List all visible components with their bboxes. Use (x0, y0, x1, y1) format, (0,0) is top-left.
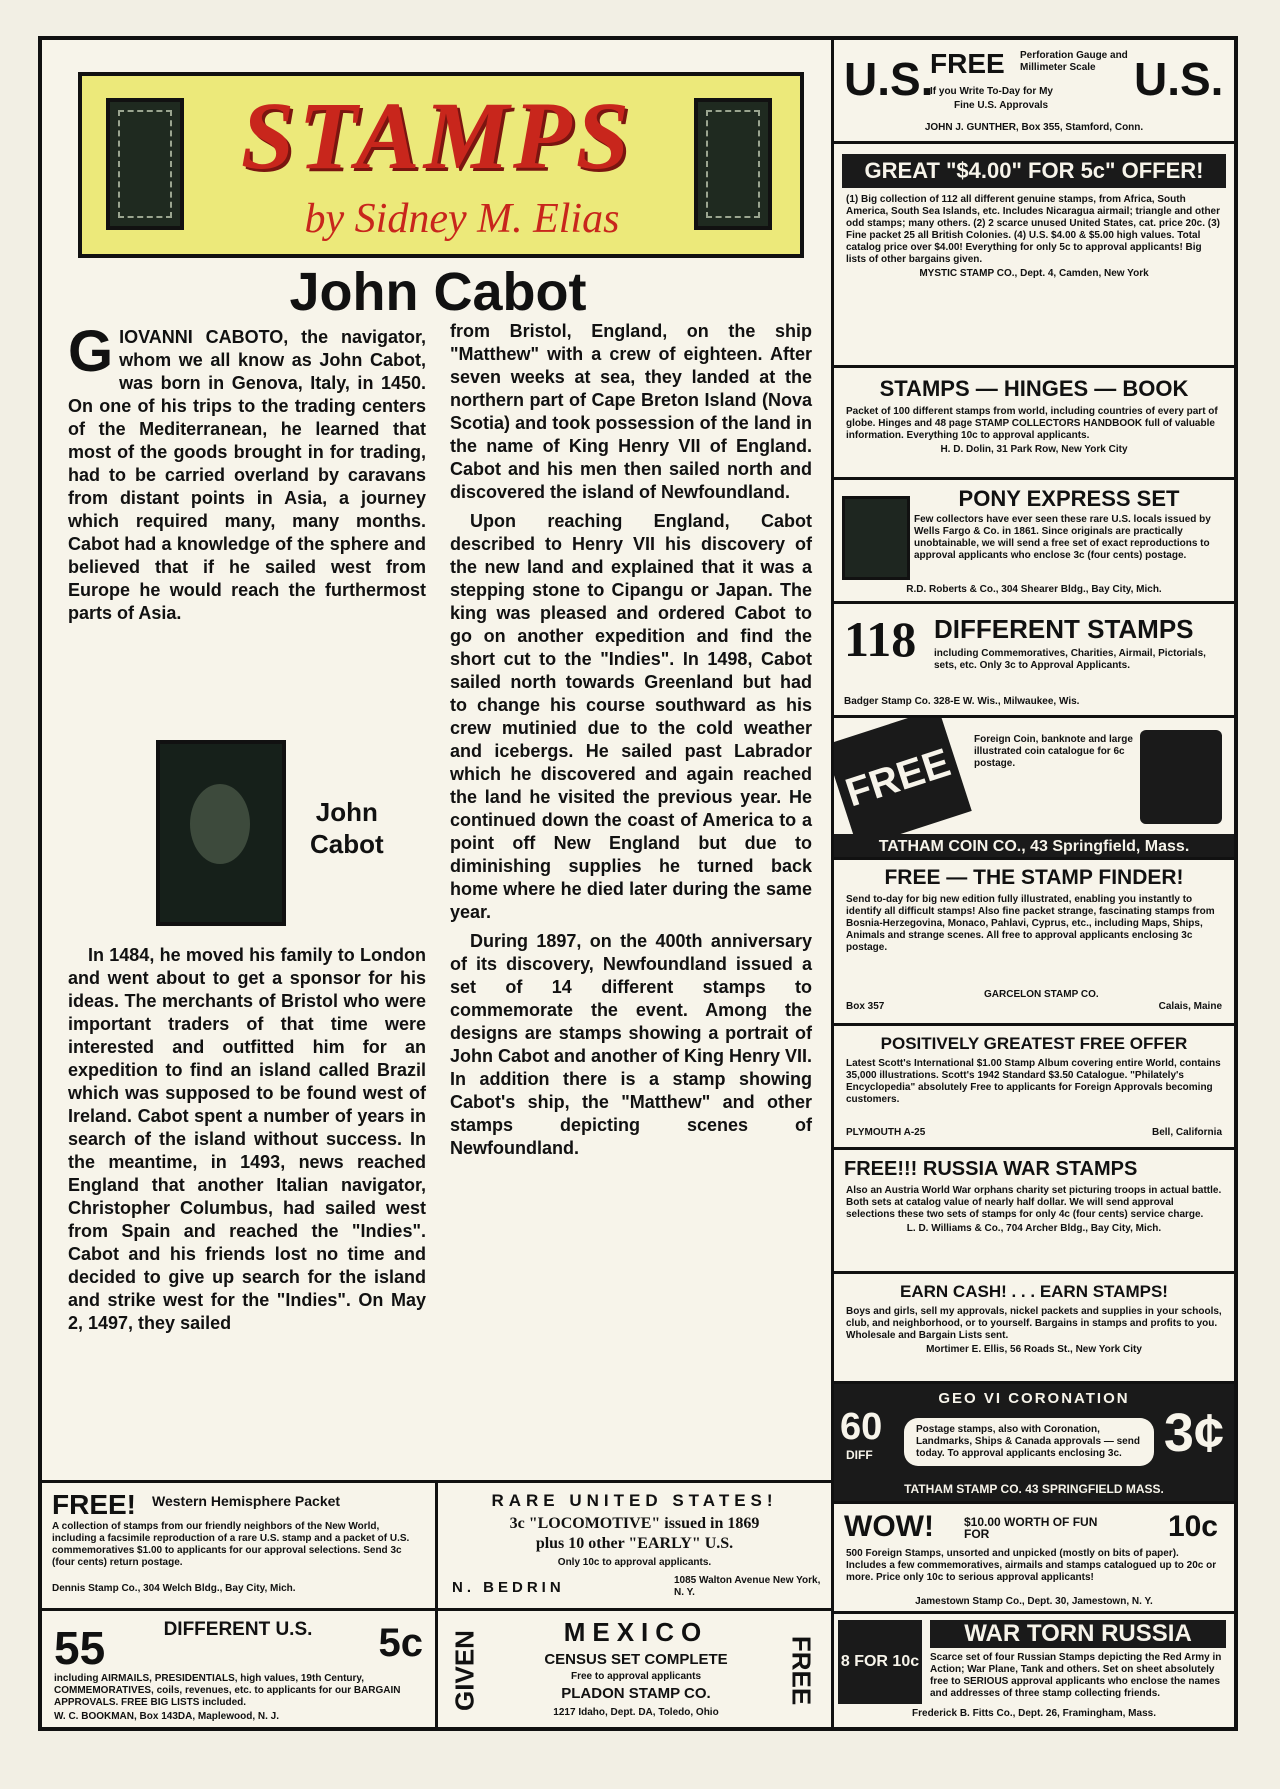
earn-addr: Mortimer E. Ellis, 56 Roads St., New York City (926, 1344, 1142, 1355)
hinges-body: Packet of 100 different stamps from world, including countries of every part of globe. Hinges and 48 page STAMP COLLECTORS HANDBOOK full of valuable information. Everything 10c to approval applicants. (846, 406, 1218, 441)
russia-title: FREE!!! RUSSIA WAR STAMPS (844, 1158, 1138, 1180)
rare-us-line3: Only 10c to approval applicants. (557, 1557, 712, 1568)
positively-title: POSITIVELY GREATEST FREE OFFER (880, 1034, 1188, 1053)
article-col-2 (450, 320, 812, 1166)
great-addr: MYSTIC STAMP CO., Dept. 4, Camden, New York (919, 268, 1149, 279)
russia-body: Also an Austria World War orphans charity set picturing troops in actual battle. Both sets at catalog value of nearly half dollar. We will send approval selections these two sets of stamps for only 4c (four cents) service charge. (846, 1185, 1222, 1220)
mexico-addr: 1217 Idaho, Dept. DA, Toledo, Ohio (553, 1707, 719, 1718)
us-free-line2: Fine U.S. Approvals (954, 100, 1049, 111)
positively-body: Latest Scott's International $1.00 Stamp Album covering entire World, contains 35,000 illustrations. Scott's 1942 Standard $3.50 Catalogue. "Philately's Encyclopedia" absolutely Free to applicants for Foreign Approvals becoming customers. (846, 1058, 1221, 1105)
finder-body: Send to-day for big new edition fully illustrated, enabling you instantly to identify all difficult stamps! Also fine packet strange, fascinating stamps from Bosnia-Herzegovina, Monaco, Pahlavi, Cyprus, etc., including Maps, Ships, Animals and strange scenes. All free to approval applicants enclosing 3c postage. (846, 894, 1215, 953)
western-title: FREE! (52, 1489, 136, 1520)
great-title: GREAT "$4.00" FOR 5c" OFFER! (842, 154, 1226, 188)
wow-body: 500 Foreign Stamps, unsorted and unpicked (mostly on bits of paper). Includes a few commemoratives, airmails and stamps catalogued up to 20c or more. Price only 10c to serious approval applicants! (846, 1548, 1217, 1583)
ad-us-free (834, 40, 1234, 144)
mexico-line2: Free to approval applicants (570, 1671, 702, 1682)
ad-tatham-coin (834, 718, 1234, 860)
rare-us-line2: plus 10 other "EARLY" U.S. (535, 1535, 734, 1552)
mexico-company: PLADON STAMP CO. (561, 1685, 711, 1702)
d118-title: DIFFERENT STAMPS (934, 614, 1194, 644)
ad-55-different (42, 1608, 438, 1727)
article-column (42, 40, 834, 1480)
rare-us-line1: 3c "LOCOMOTIVE" issued in 1869 (509, 1515, 760, 1532)
wow-mid: $10.00 WORTH OF FUN FOR (964, 1515, 1098, 1541)
earn-body: Boys and girls, sell my approvals, nickel packets and supplies in your schools, club, and neighborhood, or to yourself. Bargains in stamps and profits to you. Wholesale and Bargain Lists sent. (846, 1306, 1222, 1341)
paragraph-3: from Bristol, England, on the ship "Matthew" with a crew of eighteen. After seven weeks at sea, they landed at the northern part of Cape Breton Island (Nova Scotia) and took possession of the land in the name of King Henry VII of England. Cabot and his men then sailed north and discovered the island of Newfoundland. (450, 321, 812, 502)
us-free-line1: If you Write To-Day for My (930, 86, 1053, 97)
article-headline: John Cabot (289, 262, 587, 322)
coronation-addr: TATHAM STAMP CO. 43 SPRINGFIELD MASS. (904, 1482, 1164, 1496)
hinges-title: STAMPS — HINGES — BOOK (879, 376, 1189, 401)
hinges-addr: H. D. Dolin, 31 Park Row, New York City (940, 444, 1128, 455)
finder-city: Calais, Maine (1158, 1001, 1222, 1012)
rare-us-name: N. BEDRIN (452, 1579, 565, 1596)
us-free-sub: Perforation Gauge and Millimeter Scale (1020, 50, 1128, 73)
finder-box: Box 357 (846, 1001, 885, 1012)
us-left: U.S. (844, 53, 934, 105)
ad-118-different (834, 604, 1234, 718)
ad-stamp-finder (834, 860, 1234, 1026)
ad-rare-us (438, 1480, 834, 1608)
western-body: A collection of stamps from our friendly neighbors of the New World, including a facsimile reproduction of a rare U.S. stamp and a packet of U.S. commemoratives $1.00 to applicants for our approval selections. Send 3c (four cents) return postage. (52, 1521, 410, 1568)
wow-addr: Jamestown Stamp Co., Dept. 30, Jamestown, N. Y. (915, 1596, 1153, 1607)
magazine-page (38, 36, 1238, 1731)
du55-title: DIFFERENT U.S. (163, 1619, 313, 1640)
coin-catalog-image (1140, 730, 1222, 824)
du55-addr: W. C. BOOKMAN, Box 143DA, Maplewood, N. J. (54, 1711, 280, 1722)
coronation-left-sub: DIFF (846, 1448, 873, 1462)
ad-russia-war (834, 1150, 1234, 1274)
rare-us-addr: 1085 Walton Avenue New York, N. Y. (674, 1575, 821, 1598)
western-addr: Dennis Stamp Co., 304 Welch Bldg., Bay City, Mich. (52, 1583, 296, 1594)
positively-left: PLYMOUTH A-25 (846, 1127, 926, 1138)
us-free-title: FREE (930, 48, 1005, 79)
ad-mexico (438, 1608, 834, 1727)
stamp-image-right (694, 98, 772, 230)
positively-right: Bell, California (1151, 1127, 1222, 1138)
pony-title: PONY EXPRESS SET (958, 486, 1180, 511)
wow-title: WOW! (844, 1510, 934, 1543)
dropcap: G (68, 319, 114, 384)
caption-line-1: John (315, 797, 378, 827)
ad-earn-cash (834, 1274, 1234, 1384)
ad-positively-free (834, 1026, 1234, 1150)
mexico-free: FREE (786, 1635, 817, 1706)
coin-free-badge: FREE (834, 718, 972, 848)
finder-title: FREE — THE STAMP FINDER! (884, 866, 1184, 889)
earn-title: EARN CASH! . . . EARN STAMPS! (900, 1282, 1168, 1301)
stamp-image-left (106, 98, 184, 230)
ad-western-hemisphere (42, 1480, 438, 1608)
banner-byline: by Sidney M. Elias (304, 196, 620, 242)
d118-body: including Commemoratives, Charities, Airmail, Pictorials, sets, etc. Only 3c to Approval Applicants. (934, 648, 1206, 671)
paragraph-1 (68, 319, 426, 625)
war-russia-badge: 8 FOR 10c (838, 1620, 922, 1704)
coin-body: Foreign Coin, banknote and large illustrated coin catalogue for 6c postage. (974, 734, 1133, 769)
d118-number: 118 (844, 611, 917, 667)
du55-body: including AIRMAILS, PRESIDENTIALS, high values, 19th Century, COMMEMORATIVES, coils, revenues, etc. to applicants for our BARGAIN APPROVALS. FREE BIG LISTS included. (54, 1673, 401, 1708)
mexico-title: MEXICO (563, 1617, 709, 1647)
war-russia-addr: Frederick B. Fitts Co., Dept. 26, Framingham, Mass. (912, 1708, 1156, 1719)
pony-stamp-image (842, 496, 910, 580)
wow-price: 10c (1167, 1510, 1218, 1543)
stamps-banner (78, 72, 804, 258)
war-russia-body: Scarce set of four Russian Stamps depicting the Red Army in Action; War Plane, Tank and others. Set on sheet absolutely free to SERIOUS approval applicants who enclose the names and addresses of three stamp collecting friends. (930, 1652, 1222, 1699)
us-free-addr: JOHN J. GUNTHER, Box 355, Stamford, Conn. (924, 122, 1144, 133)
pony-body: Few collectors have ever seen these rare U.S. locals issued by Wells Fargo & Co. in 1861. Since originals are practically unobtainable, we will send a free set of exact reproductions to approval applicants who enclose 3c (four cents) postage. (914, 514, 1211, 561)
paragraph-5: During 1897, on the 400th anniversary of its discovery, Newfoundland issued a set of 14 different stamps to commemorate the event. Among the designs are stamps showing a portrait of John Cabot and another of King Henry VII. In addition there is a stamp showing Cabot's ship, the "Matthew" and other stamps depicting scenes of Newfoundland. (450, 931, 813, 1158)
ad-coronation (834, 1384, 1234, 1504)
mexico-given: GIVEN (449, 1630, 480, 1711)
western-sub: Western Hemisphere Packet (152, 1493, 341, 1509)
portrait-caption (310, 796, 384, 860)
ad-column (834, 40, 1234, 1727)
caption-line-2: Cabot (310, 829, 384, 859)
paragraph-1-text: IOVANNI CABOTO, the navigator, whom we all know as John Cabot, was born in Genova, Italy, in 1450. On one of his trips to the trading centers of the Mediterranean, he learned that most of the goods brought in for trading, had to be carried overland by caravans from distant points in Asia, a journey which required many, many months. Cabot had a knowledge of the sphere and believed that if he sailed west from Europe he would reach the furthermost parts of Asia. (68, 327, 426, 623)
du55-price: 5c (378, 1621, 423, 1665)
du55-number: 55 (54, 1622, 106, 1674)
great-body: (1) Big collection of 112 all different genuine stamps, from Africa, South America, South Sea Islands, etc. Includes Nicaragua airmail; triangle and other odd stamps; many others. (2) 2 scarce unused United States, cat. price 20c. (3) Fine packet 25 all British Colonies. (4) U.S. $4.00 & $5.00 high values. Total catalog price over $4.00! Everything for only 5c to approval applicants! Big lists of other bargains given. (846, 194, 1221, 265)
d118-addr: Badger Stamp Co. 328-E W. Wis., Milwaukee, Wis. (844, 696, 1080, 707)
article-col-1 (68, 319, 426, 631)
article-col-1-lower (68, 944, 426, 1341)
cabot-stamp-portrait (156, 740, 286, 926)
rare-us-title: RARE UNITED STATES! (491, 1491, 778, 1510)
paragraph-4: Upon reaching England, Cabot described to Henry VII his discovery of the new land and explained that it was a stepping stone to Cipangu or Japan. The king was pleased and ordered Cabot to go on another expedition and find the short cut to the "Indies". In 1498, Cabot sailed north towards Greenland but had to change his course southward as his crew mutinied due to the cold weather and icebergs. He sailed past Labrador which he discovered and again reached the land he visited the previous year. He continued down the coast of America to a point off New England but due to diminishing supplies he turned back home where he died later during the same year. (450, 511, 812, 922)
ad-pony-express (834, 480, 1234, 604)
coronation-title: GEO VI CORONATION (938, 1390, 1130, 1407)
ad-great-offer (834, 144, 1234, 368)
pony-addr: R.D. Roberts & Co., 304 Shearer Bldg., Bay City, Mich. (906, 584, 1162, 595)
mexico-line1: CENSUS SET COMPLETE (544, 1651, 728, 1668)
us-right: U.S. (1134, 53, 1224, 105)
ad-wow (834, 1504, 1234, 1614)
coronation-body: Postage stamps, also with Coronation, Landmarks, Ships & Canada approvals — send today. To approval applicants enclosing 3c. (904, 1418, 1154, 1466)
ad-war-torn-russia (834, 1614, 1234, 1727)
ad-hinges (834, 368, 1234, 480)
coronation-right: 3¢ (1163, 1403, 1224, 1463)
paragraph-2: In 1484, he moved his family to London and went about to get a sponsor for his ideas. The merchants of Bristol who were important traders of that time were interested and outfitted him for an expedition to find an island called Brazil which was supposed to be found west of Ireland. Cabot spent a number of years in search of the island without success. In the meantime, in 1493, news reached England that another Italian navigator, Christopher Columbus, had sailed west from Spain and reached the "Indies". Cabot and his friends lost no time and decided to give up search for the island and strike west for the "Indies". On May 2, 1497, they sailed (68, 945, 426, 1333)
coin-addr: TATHAM COIN CO., 43 Springfield, Mass. (834, 834, 1234, 860)
coronation-left: 60 (840, 1406, 883, 1448)
banner-title: STAMPS (240, 82, 634, 189)
finder-company: GARCELON STAMP CO. (984, 989, 1099, 1000)
war-russia-title: WAR TORN RUSSIA (930, 1620, 1226, 1648)
russia-addr: L. D. Williams & Co., 704 Archer Bldg., Bay City, Mich. (906, 1223, 1162, 1234)
